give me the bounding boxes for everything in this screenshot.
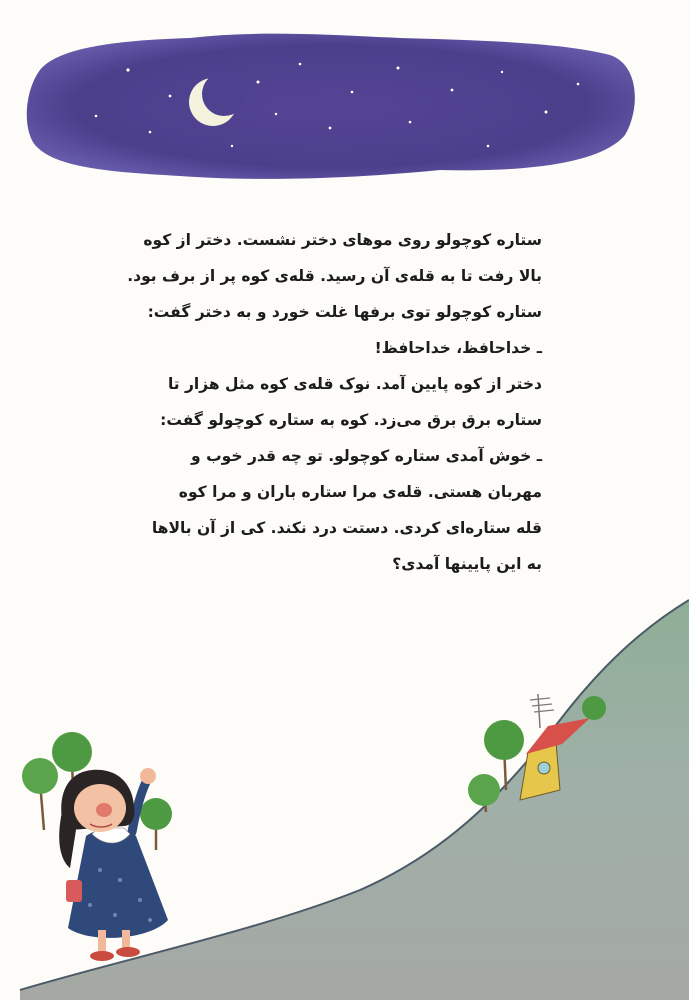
story-line: به این پایینها آمدی؟ — [392, 555, 542, 573]
story-line: دختر از کوه پایین آمد. نوک قله‌ی کوه مثل هزار تا — [167, 375, 542, 393]
story-line: ـ خوش آمدی ستاره کوچولو. تو چه قدر خوب و — [191, 447, 542, 465]
story-line: ـ خداحافظ، خداحافظ! — [374, 339, 542, 357]
story-text — [110, 222, 542, 582]
story-line: ستاره کوچولو توی برفها غلت خورد و به دختر گفت: — [147, 303, 542, 321]
story-line: ستاره برق برق می‌زد. کوه به ستاره کوچولو گفت: — [160, 411, 542, 429]
story-line: بالا رفت تا به قله‌ی آن رسید. قله‌ی کوه پر از برف بود. — [127, 267, 542, 285]
story-line: ستاره کوچولو روی موهای دختر نشست. دختر از کوه — [143, 231, 542, 249]
night-sky-cloud — [27, 34, 635, 179]
girl — [59, 768, 168, 961]
story-line: مهربان هستی. قله‌ی مرا ستاره باران و مرا کوه — [178, 483, 542, 501]
story-line: قله ستاره‌ای کردی. دستت درد نکند. کی از آن بالاها — [151, 519, 542, 537]
